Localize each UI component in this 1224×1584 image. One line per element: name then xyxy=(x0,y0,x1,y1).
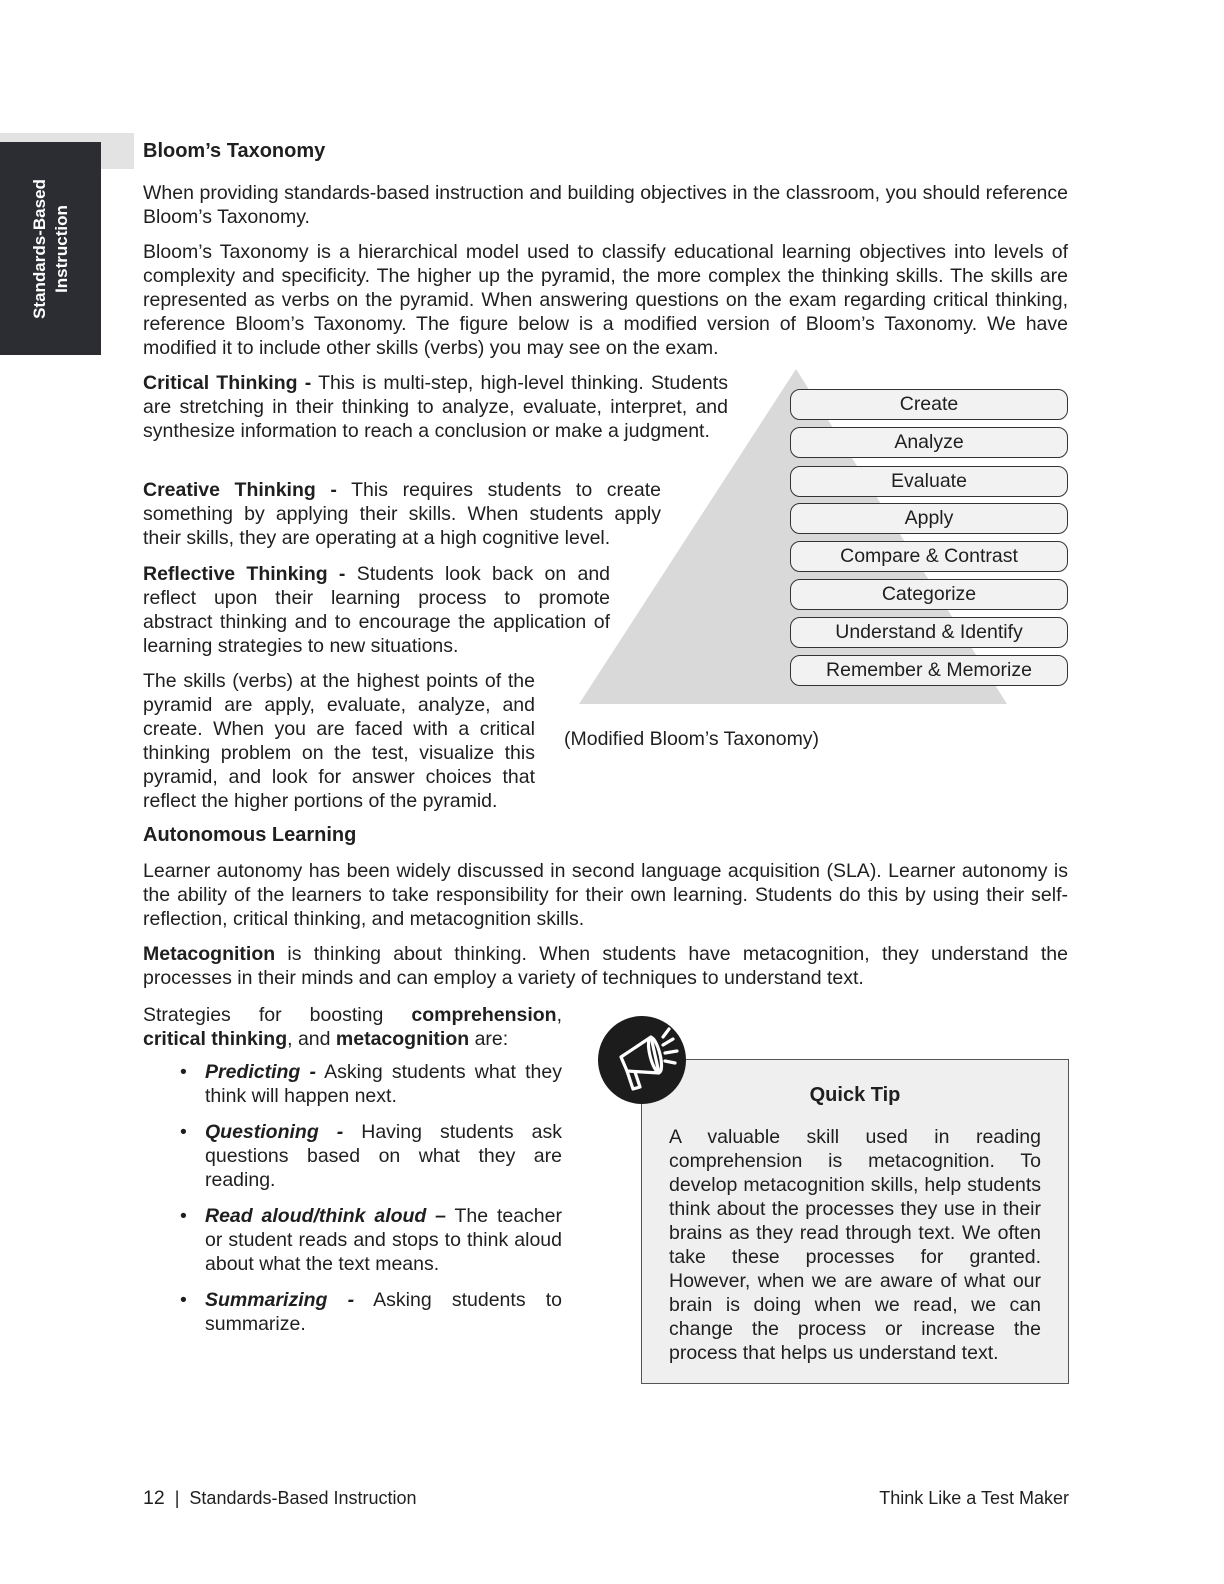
pyramid-level: Understand & Identify xyxy=(790,617,1068,648)
creative-thinking-term: Creative Thinking - xyxy=(143,479,337,501)
side-tab xyxy=(0,142,101,355)
blooms-heading: Bloom’s Taxonomy xyxy=(143,140,326,162)
quick-tip-title: Quick Tip xyxy=(809,1084,901,1106)
strategy-term: Questioning - xyxy=(205,1121,344,1143)
pyramid-level: Analyze xyxy=(790,427,1068,458)
list-item: • Summarizing - Asking students to summarize. xyxy=(180,1289,562,1335)
megaphone-icon xyxy=(597,1015,689,1107)
strategy-term: Summarizing - xyxy=(205,1289,355,1311)
autonomous-heading: Autonomous Learning xyxy=(143,824,357,846)
strategy-term: Read aloud/think aloud – xyxy=(205,1205,447,1227)
strategies-list xyxy=(180,1060,562,1348)
skills-note: The skills (verbs) at the highest points of the pyramid are apply, evaluate, analyze, and create. When you are faced with a critical thinking problem on the test, visualize this pyramid, and look for answer choices that reflect the higher portions of the pyramid. xyxy=(143,670,535,812)
reflective-thinking-term: Reflective Thinking - xyxy=(143,563,346,585)
pyramid-level: Remember & Memorize xyxy=(790,655,1068,686)
pyramid-level: Apply xyxy=(790,503,1068,534)
pyramid-caption: (Modified Bloom’s Taxonomy) xyxy=(564,728,820,750)
blooms-description: Bloom’s Taxonomy is a hierarchical model used to classify educational learning objectives into levels of complexity and specificity. The higher up the pyramid, the more complex the thinking skills. The skills are represented as verbs on the pyramid. When answering questions on the exam regarding critical thinking, reference Bloom’s Taxonomy. The figure below is a modified version of Bloom’s Taxonomy. We have modified it to include other skills (verbs) you may see on the exam. xyxy=(143,241,1068,359)
critical-thinking-term: Critical Thinking - xyxy=(143,372,312,394)
strategy-term: Predicting - xyxy=(205,1061,317,1083)
reflective-thinking-definition: Reflective Thinking - Students look back on and reflect upon their learning process to promote abstract thinking and to encourage the application of learning strategies to new situations. xyxy=(143,563,611,657)
critical-thinking-definition: Critical Thinking - This is multi-step, high-level thinking. Students are stretching in their thinking to analyze, evaluate, interpret, and synthesize information to reach a conclusion or make a judgment. xyxy=(143,372,728,442)
list-item: • Questioning - Having students ask questions based on what they are reading. xyxy=(180,1121,563,1191)
side-tab-label: Standards-Based Instruction xyxy=(29,178,71,319)
footer-book-title: Think Like a Test Maker xyxy=(879,1488,1069,1508)
strategies-intro: Strategies for boosting comprehension, critical thinking, and metacognition are: xyxy=(143,1004,562,1050)
footer-separator: | xyxy=(174,1488,180,1508)
pyramid-level: Compare & Contrast xyxy=(790,541,1068,572)
pyramid-level: Categorize xyxy=(790,579,1068,610)
list-item: • Read aloud/think aloud – The teacher or student reads and stops to think aloud about what the text means. xyxy=(180,1205,562,1275)
pyramid-level: Evaluate xyxy=(790,466,1068,497)
autonomous-text: Learner autonomy has been widely discussed in second language acquisition (SLA). Learner autonomy is the ability of the learners to take responsibility for their own learning. Students do this by using their self-reflection, critical thinking, and metacognition skills. xyxy=(143,860,1068,930)
pyramid-level: Create xyxy=(790,389,1068,420)
footer-section-title: Standards-Based Instruction xyxy=(189,1488,417,1508)
metacognition-term: Metacognition xyxy=(143,943,276,965)
footer-section xyxy=(143,1486,417,1510)
creative-thinking-definition: Creative Thinking - This requires students to create something by applying their skills. When students apply their skills, they are operating at a high cognitive level. xyxy=(143,479,661,549)
page-number: 12 xyxy=(143,1487,165,1509)
blooms-intro: When providing standards-based instruction and building objectives in the classroom, you should reference Bloom’s Taxonomy. xyxy=(143,182,1068,228)
list-item: • Predicting - Asking students what they think will happen next. xyxy=(180,1061,562,1107)
quick-tip-text: A valuable skill used in reading comprehension is metacognition. To develop metacognition skills, help students think about the processes they use in their brains as they read through text. We often take these processes for granted. However, when we are aware of what our brain is doing when we read, we can change the process or increase the process that helps us understand text. xyxy=(669,1126,1041,1364)
metacognition-definition: Metacognition is thinking about thinking. When students have metacognition, they understand the processes in their minds and can employ a variety of techniques to understand text. xyxy=(143,943,1068,989)
